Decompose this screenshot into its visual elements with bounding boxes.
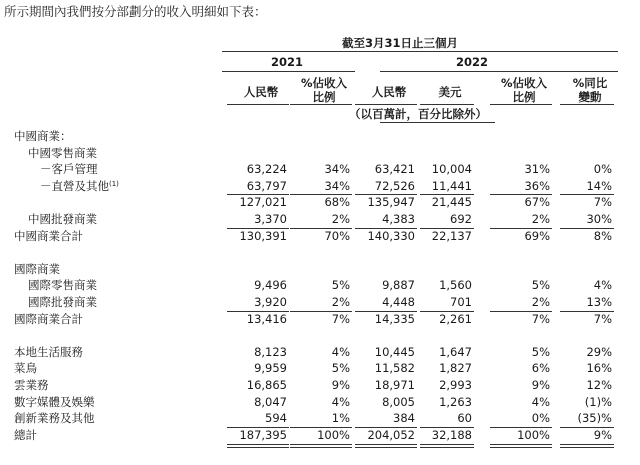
table-cell: 29% [586, 344, 612, 359]
col-header-underline-1 [227, 104, 289, 105]
col-header-6-line1: %同比 [572, 76, 608, 90]
year-2022-underline [380, 71, 618, 72]
table-cell: 8,047 [254, 394, 287, 409]
table-cell: 3,370 [254, 212, 287, 226]
table-cell: 9% [593, 427, 612, 442]
table-cell: 4% [531, 394, 550, 409]
intro-text: 所示期間內我們按分部劃分的收入明細如下表： [4, 4, 267, 19]
table-cell: 9% [531, 378, 550, 392]
table-cell: (35)% [577, 411, 612, 426]
table-cell: 8% [593, 228, 612, 243]
row-label: 菜鳥 [14, 361, 37, 376]
col-header-4-line1: 美元 [438, 85, 462, 99]
table-row [0, 145, 640, 161]
table-row [0, 294, 640, 310]
table-row [0, 161, 640, 177]
table-cell: 7% [331, 311, 350, 326]
table-cell: 11,582 [374, 361, 415, 376]
row-label: －客戶管理 [40, 162, 98, 177]
table-cell: 67% [524, 195, 550, 210]
total-double-line-top [560, 444, 614, 445]
sum-line [560, 228, 614, 229]
table-row [0, 427, 640, 443]
table-cell: 2,261 [439, 311, 472, 326]
table-cell: 18,971 [374, 378, 415, 392]
row-label: 國際批發商業 [28, 295, 97, 309]
sum-line [227, 194, 289, 195]
col-header-5-line1: %佔收入 [500, 76, 548, 90]
sum-line [355, 311, 417, 312]
table-cell: 4% [593, 278, 612, 293]
table-row [0, 360, 640, 376]
sum-line [490, 311, 552, 312]
table-cell: 70% [324, 228, 350, 243]
table-cell: 7% [593, 311, 612, 326]
table-cell: 69% [524, 228, 550, 243]
row-label: 創新業務及其他 [14, 411, 95, 426]
table-cell: 1% [331, 411, 350, 426]
table-row [0, 394, 640, 410]
sum-line [490, 194, 552, 195]
table-cell: 5% [531, 344, 550, 359]
table-cell: 8,123 [254, 344, 287, 359]
table-cell: 7% [531, 311, 550, 326]
table-cell: 100% [317, 427, 350, 442]
table-cell: 63,224 [246, 162, 287, 177]
sum-line [227, 311, 289, 312]
table-cell: 31% [524, 162, 550, 177]
table-cell: 5% [331, 278, 350, 293]
table-cell: 72,526 [374, 178, 415, 193]
row-label: 國際零售商業 [28, 278, 97, 293]
sum-line [560, 311, 614, 312]
table-cell: 4% [331, 394, 350, 409]
table-cell: 14% [586, 178, 612, 193]
table-cell: 36% [524, 178, 550, 193]
period-header: 截至3月31日止三個月 [341, 36, 458, 50]
col-header-underline-5 [490, 104, 552, 105]
total-double-line-top [355, 444, 417, 445]
table-cell: 7% [593, 195, 612, 210]
col-header-underline-6 [560, 104, 614, 105]
table-cell: 384 [393, 411, 415, 426]
sum-line [420, 311, 474, 312]
table-cell: 30% [586, 212, 612, 226]
table-row [0, 228, 640, 244]
table-row [0, 178, 640, 194]
table-cell: 10,004 [431, 162, 472, 177]
table-cell: 2% [331, 295, 350, 309]
sum-line [560, 427, 614, 428]
table-cell: 11,441 [431, 178, 472, 193]
year-2022-header: 2022 [455, 55, 488, 69]
row-label: 國際商業 [14, 261, 60, 276]
row-label: －直營及其他$^{(1)}$ [40, 178, 119, 193]
total-double-line-bottom [290, 447, 352, 448]
sum-line [490, 228, 552, 229]
sum-line [290, 427, 352, 428]
table-cell: 2% [531, 212, 550, 226]
table-row [0, 244, 640, 260]
table-cell: 34% [324, 178, 350, 193]
sum-line [560, 194, 614, 195]
total-double-line-bottom [227, 447, 289, 448]
row-label: 中國零售商業 [28, 145, 97, 160]
sum-line [490, 427, 552, 428]
table-cell: 4,448 [382, 295, 415, 309]
table-cell: 63,421 [374, 162, 415, 177]
table-cell: 130,391 [239, 228, 287, 243]
sum-line [227, 427, 289, 428]
col-header-1-line1: 人民幣 [243, 85, 279, 99]
table-row [0, 277, 640, 293]
year-2021-header: 2021 [270, 55, 303, 69]
table-cell: 135,947 [367, 195, 415, 210]
table-cell: 9% [331, 378, 350, 392]
table-cell: 692 [450, 212, 472, 226]
col-header-5-line2: 比例 [512, 90, 536, 104]
table-cell: 187,395 [239, 427, 287, 442]
table-cell: 1,560 [439, 278, 472, 293]
table-cell: 12% [586, 378, 612, 392]
row-label: 中國商業： [14, 129, 72, 143]
sum-line [290, 194, 352, 195]
table-row [0, 261, 640, 277]
sum-line [355, 194, 417, 195]
table-cell: 32,188 [431, 427, 472, 442]
table-cell: 5% [331, 361, 350, 376]
sum-line [290, 311, 352, 312]
table-row [0, 327, 640, 343]
table-cell: 14,335 [374, 311, 415, 326]
period-underline [222, 51, 618, 52]
table-row [0, 410, 640, 426]
total-double-line-top [227, 444, 289, 445]
total-double-line-top [290, 444, 352, 445]
col-header-3-line1: 人民幣 [371, 85, 407, 99]
table-cell: 1,647 [439, 344, 472, 359]
table-cell: 127,021 [239, 195, 287, 210]
table-cell: 9,496 [254, 278, 287, 293]
col-header-underline-4 [420, 104, 474, 105]
total-double-line-top [490, 444, 552, 445]
table-cell: 6% [531, 361, 550, 376]
total-double-line-bottom [560, 447, 614, 448]
table-cell: 16% [586, 361, 612, 376]
table-cell: 2% [531, 295, 550, 309]
table-cell: 8,005 [382, 394, 415, 409]
col-header-2-line2: 比例 [312, 90, 336, 104]
sum-line [290, 228, 352, 229]
table-cell: 701 [450, 295, 472, 309]
table-cell: 1,263 [439, 394, 472, 409]
table-cell: 4% [331, 344, 350, 359]
table-cell: 16,865 [246, 378, 287, 392]
table-cell: 3,920 [254, 295, 287, 309]
table-cell: 2% [331, 212, 350, 226]
table-cell: 68% [324, 195, 350, 210]
table-cell: 22,137 [431, 228, 472, 243]
table-cell: 60 [457, 411, 472, 426]
total-double-line-bottom [420, 447, 474, 448]
table-cell: 140,330 [367, 228, 415, 243]
col-header-underline-2 [290, 104, 352, 105]
total-double-line-bottom [355, 447, 417, 448]
footnote-marker: (1) [109, 179, 119, 188]
row-label: 中國批發商業 [28, 212, 97, 226]
table-cell: 9,887 [382, 278, 415, 293]
sum-line [355, 427, 417, 428]
table-row [0, 344, 640, 360]
table-row [0, 377, 640, 393]
table-cell: 9,959 [254, 361, 287, 376]
col-header-6-line2: 變動 [578, 90, 602, 104]
row-label: 中國商業合計 [14, 228, 83, 243]
table-cell: 0% [593, 162, 612, 177]
table-cell: 13,416 [246, 311, 287, 326]
year-2021-underline [222, 71, 355, 72]
sum-line [227, 228, 289, 229]
table-cell: 204,052 [367, 427, 415, 442]
table-cell: 594 [265, 411, 287, 426]
unit-note-underline [380, 122, 495, 123]
sum-line [355, 228, 417, 229]
table-cell: 21,445 [431, 195, 472, 210]
table-cell: 2,993 [439, 378, 472, 392]
table-cell: (1)% [584, 394, 612, 409]
table-cell: 13% [586, 295, 612, 309]
table-row [0, 311, 640, 327]
table-cell: 100% [517, 427, 550, 442]
col-header-2-line1: %佔收入 [300, 76, 348, 90]
unit-note: （以百萬計，百分比除外） [349, 107, 487, 121]
row-label: 總計 [14, 427, 37, 442]
table-cell: 63,797 [246, 178, 287, 193]
sum-line [420, 427, 474, 428]
row-label: 本地生活服務 [14, 344, 83, 359]
row-label: 國際商業合計 [14, 311, 83, 326]
total-double-line-bottom [490, 447, 552, 448]
row-label: 雲業務 [14, 378, 49, 392]
table-cell: 10,445 [374, 344, 415, 359]
table-cell: 1,827 [439, 361, 472, 376]
row-label: 數字媒體及娛樂 [14, 394, 95, 409]
sum-line [420, 194, 474, 195]
table-cell: 34% [324, 162, 350, 177]
table-cell: 4,383 [382, 212, 415, 226]
table-cell: 5% [531, 278, 550, 293]
col-header-underline-3 [355, 104, 417, 105]
table-row [0, 128, 640, 144]
sum-line [420, 228, 474, 229]
table-cell: 0% [531, 411, 550, 426]
table-row [0, 211, 640, 227]
table-row [0, 194, 640, 210]
total-double-line-top [420, 444, 474, 445]
